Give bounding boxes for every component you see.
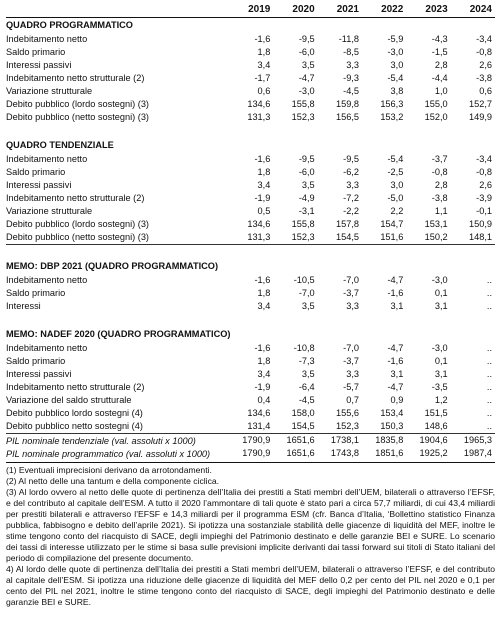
table-cell: -5,4 (387, 154, 404, 164)
table-cell: -1,6 (387, 288, 404, 298)
table-cell: -8,5 (343, 47, 359, 57)
table-cell: .. (486, 382, 492, 392)
table-cell: 0,9 (390, 395, 404, 405)
table-row (6, 98, 495, 111)
table-cell: 3,8 (390, 86, 404, 96)
table-cell: -2,5 (387, 167, 404, 177)
table-row (6, 192, 495, 205)
table-row (6, 218, 495, 231)
table-cell: -3,8 (476, 73, 492, 83)
table-cell: .. (486, 356, 492, 366)
table-row (6, 166, 495, 179)
table-row (6, 231, 495, 245)
table-row (6, 420, 495, 434)
table-cell: 149,9 (469, 112, 492, 122)
table-row (6, 85, 495, 98)
table-cell: -10,8 (293, 343, 315, 353)
row-label: Indebitamento netto strutturale (2) (6, 73, 145, 83)
table-cell: 0,7 (346, 395, 359, 405)
table-cell: 1,8 (257, 167, 271, 177)
table-cell: 3,3 (346, 301, 359, 311)
table-cell: 3,1 (390, 369, 404, 379)
table-cell: 2,6 (479, 60, 492, 70)
table-cell: 0,6 (479, 86, 492, 96)
table-cell: 150,9 (469, 219, 492, 229)
table-cell: -1,6 (254, 343, 271, 353)
table-cell: -11,8 (338, 34, 359, 44)
table-cell: -1,5 (431, 47, 448, 57)
table-cell: 155,0 (424, 99, 448, 109)
table-cell: 3,4 (257, 60, 271, 70)
footnote: (3) Al lordo ovvero al netto delle quote di pertinenza dell’Italia dei prestiti a Stati membri dell’UEM, bilaterali o attraverso l’EFSF, e del contributo al capitale dell’ESM. A tutto il 2020 l’ammontare di tali quote è stato pari a circa 57,7 miliardi, di cui 43,4 miliardi per prestiti bilaterali e attraverso l’EFSF e 14,3 miliardi per il programma ESM (cfr. Banca d’Italia, ‘Bollettino statistico Finanza pubblica, fabbisogno e debito dell’aprile 2021). Si ipotizza una sostanziale stabilità delle giacenze di liquidità del MEF, inoltre le stime tengono conto del riacquisto di SACE, degli impieghi del Patrimonio destinato e delle garanzie BEI e SURE. Lo scenario dei tassi di interesse utilizzato per le stime si basa sulle previsioni implicite derivanti dai tassi forward sui titoli di Stato italiani del periodo di compilazione del presente documento. (6, 487, 495, 563)
table-row (6, 72, 495, 85)
table-cell: -9,5 (298, 154, 315, 164)
table-cell: -4,7 (387, 382, 404, 392)
table-cell: 0,5 (257, 206, 271, 216)
year-header: 2020 (273, 2, 317, 18)
table-cell: 3,5 (301, 180, 315, 190)
spacer (6, 313, 495, 327)
section-header-row (6, 138, 495, 153)
table-cell: -7,2 (343, 193, 359, 203)
row-label: Indebitamento netto (6, 343, 88, 353)
row-label: Interessi passivi (6, 369, 72, 379)
table-row (6, 287, 495, 300)
table-cell: 3,3 (346, 60, 359, 70)
table-cell: -7,0 (343, 275, 359, 285)
table-cell: -4,9 (298, 193, 315, 203)
table-cell: 1790,9 (242, 435, 271, 445)
table-row (6, 394, 495, 407)
table-cell: .. (486, 369, 492, 379)
table-cell: -9,5 (343, 154, 359, 164)
table-cell: 2,8 (434, 60, 448, 70)
table-cell: -10,5 (293, 275, 315, 285)
table-row (6, 407, 495, 420)
table-cell: 150,2 (406, 231, 450, 245)
table-cell: -3,8 (431, 193, 448, 203)
table-cell: -5,7 (343, 382, 359, 392)
table-cell: 1851,6 (362, 447, 406, 463)
table-cell: 134,6 (247, 99, 271, 109)
row-label: Interessi passivi (6, 180, 72, 190)
table-cell: -6,0 (298, 47, 315, 57)
table-cell: -0,8 (476, 47, 492, 57)
row-label: Variazione strutturale (6, 86, 93, 96)
row-label: Debito pubblico netto sostegni (4) (6, 420, 229, 434)
table-row (6, 274, 495, 287)
table-cell: .. (486, 275, 492, 285)
table-cell: 1987,4 (451, 447, 495, 463)
table-cell: -6,0 (298, 167, 315, 177)
table-cell: -3,7 (343, 288, 359, 298)
table-cell: 134,6 (247, 408, 271, 418)
table-cell: 156,3 (380, 99, 404, 109)
table-cell: 157,8 (335, 219, 359, 229)
row-label: Variazione del saldo strutturale (6, 395, 132, 405)
table-cell: -7,3 (298, 356, 315, 366)
footnotes (6, 465, 495, 608)
table-cell: -7,0 (298, 288, 315, 298)
section-header-row (6, 18, 495, 34)
table-cell: -2,2 (343, 206, 359, 216)
table-cell: 153,4 (380, 408, 404, 418)
table-cell: 3,3 (346, 180, 359, 190)
row-label: Indebitamento netto (6, 34, 88, 44)
table-cell: -4,5 (343, 86, 359, 96)
table-cell: -3,9 (476, 193, 492, 203)
table-cell: 151,5 (424, 408, 448, 418)
table-header-row (6, 2, 495, 18)
table-cell: 3,5 (301, 369, 315, 379)
row-label: Variazione strutturale (6, 206, 93, 216)
table-cell: 1,8 (257, 47, 271, 57)
table-row (6, 59, 495, 72)
table-cell: 154,5 (318, 231, 362, 245)
table-cell: -4,3 (431, 34, 448, 44)
table-cell: 3,5 (301, 301, 315, 311)
row-label: PIL nominale programmatico (val. assoluti x 1000) (6, 447, 229, 463)
section-title: MEMO: DBP 2021 (QUADRO PROGRAMMATICO) (6, 261, 219, 271)
table-cell: 1743,8 (318, 447, 362, 463)
table-cell: -4,7 (387, 343, 404, 353)
table-cell: 153,1 (424, 219, 448, 229)
table-row (6, 368, 495, 381)
table-cell: 152,0 (424, 112, 448, 122)
table-cell: 1,1 (434, 206, 448, 216)
table-cell: 152,3 (273, 231, 317, 245)
table-row (6, 153, 495, 166)
table-cell: 1925,2 (406, 447, 450, 463)
spacer (6, 124, 495, 138)
table-cell: -4,7 (298, 73, 315, 83)
table-cell: 155,8 (291, 219, 315, 229)
table-cell: 155,6 (335, 408, 359, 418)
footnote: (1) Eventuali imprecisioni derivano da arrotondamenti. (6, 465, 212, 475)
spacer-row (6, 313, 495, 327)
table-cell: -3,7 (431, 154, 448, 164)
year-header: 2021 (318, 2, 362, 18)
row-label: Saldo primario (6, 167, 66, 177)
table-cell: 1651,6 (286, 435, 315, 445)
table-cell: -1,9 (254, 382, 271, 392)
table-cell: 155,8 (291, 99, 315, 109)
table-cell: 131,4 (229, 420, 273, 434)
table-cell: 1,0 (434, 86, 448, 96)
table-cell: -6,4 (298, 382, 315, 392)
table-cell: 152,7 (469, 99, 492, 109)
row-label: Indebitamento netto strutturale (2) (6, 193, 145, 203)
table-cell: -5,0 (387, 193, 404, 203)
table-cell: 2,6 (479, 180, 492, 190)
table-cell: -4,7 (387, 275, 404, 285)
table-cell: 2,2 (390, 206, 404, 216)
table-cell: 3,0 (390, 60, 404, 70)
table-cell: .. (486, 343, 492, 353)
table-cell: -5,4 (387, 73, 404, 83)
table-cell: 131,3 (229, 231, 273, 245)
row-label: Interessi (6, 301, 41, 311)
table-cell: -0,1 (476, 206, 492, 216)
table-cell: -6,2 (343, 167, 359, 177)
table-cell: 1651,6 (273, 447, 317, 463)
table-row (6, 355, 495, 368)
table-cell: -4,4 (431, 73, 448, 83)
table-cell: 1738,1 (330, 435, 359, 445)
table-cell: -9,3 (343, 73, 359, 83)
row-label: Saldo primario (6, 356, 66, 366)
table-cell: -4,5 (298, 395, 315, 405)
table-cell: 150,3 (362, 420, 406, 434)
table-cell: 3,4 (257, 301, 271, 311)
row-label: Indebitamento netto strutturale (2) (6, 382, 145, 392)
section-header-row (6, 327, 495, 342)
table-cell: 1,8 (257, 356, 271, 366)
table-cell: -3,4 (476, 154, 492, 164)
footnote: 4) Al lordo delle quote di pertinenza dell’Italia dei prestiti a Stati membri dell’UEM, bilaterali o attraverso l’EFSF, e del contributo al capitale dell’ESM. Si ipotizza una riduzione delle giacenze di liquidità del MEF dello 0,2 per cento del PIL nel 2020 e 0,1 per cento del PIL nel 2021, inoltre le stime tengono conto del riacquisto di SACE, degli impieghi del Patrimonio destinato e delle garanzie BEI e SURE. (6, 564, 495, 607)
table-cell: 152,3 (291, 112, 315, 122)
table-cell: .. (486, 288, 492, 298)
table-cell: -3,0 (298, 86, 315, 96)
row-label: Debito pubblico (lordo sostegni) (3) (6, 219, 149, 229)
table-cell: 1835,8 (375, 435, 404, 445)
section-title: QUADRO TENDENZIALE (6, 140, 114, 150)
year-header: 2023 (406, 2, 450, 18)
table-cell: 3,4 (257, 369, 271, 379)
row-label: Debito pubblico (lordo sostegni) (3) (6, 99, 149, 109)
row-label: Saldo primario (6, 288, 66, 298)
table-cell: .. (486, 408, 492, 418)
table-cell: -3,1 (298, 206, 315, 216)
public-finance-table (6, 2, 495, 463)
year-header: 2022 (362, 2, 406, 18)
table-cell: 1790,9 (229, 447, 273, 463)
table-cell: 2,8 (434, 180, 448, 190)
table-row (6, 179, 495, 192)
row-label: Saldo primario (6, 47, 66, 57)
table-cell: 3,4 (257, 180, 271, 190)
table-cell: -3,4 (476, 34, 492, 44)
row-label: PIL nominale tendenziale (val. assoluti x 1000) (6, 436, 196, 446)
table-row (6, 434, 495, 448)
table-cell: -3,5 (431, 382, 448, 392)
table-cell: -1,6 (254, 154, 271, 164)
table-row (6, 342, 495, 355)
table-cell: 154,5 (273, 420, 317, 434)
row-label: Indebitamento netto (6, 275, 88, 285)
spacer-row (6, 245, 495, 260)
table-cell: -0,8 (476, 167, 492, 177)
table-row (6, 46, 495, 59)
table-cell: -1,6 (254, 275, 271, 285)
table-cell: 1965,3 (463, 435, 492, 445)
table-cell: 158,0 (291, 408, 315, 418)
row-label: Debito pubblico (netto sostegni) (3) (6, 112, 149, 122)
table-cell: .. (451, 420, 495, 434)
table-row (6, 381, 495, 394)
table-cell: .. (486, 395, 492, 405)
year-header: 2019 (229, 2, 273, 18)
table-cell: -5,9 (387, 34, 404, 44)
table-cell: 153,2 (380, 112, 404, 122)
table-cell: -1,9 (254, 193, 271, 203)
table-cell: -3,7 (343, 356, 359, 366)
table-cell: -1,6 (387, 356, 404, 366)
table-cell: 3,0 (390, 180, 404, 190)
table-cell: -3,0 (431, 343, 448, 353)
table-cell: 148,1 (451, 231, 495, 245)
table-cell: 0,6 (257, 86, 271, 96)
table-cell: 131,3 (247, 112, 271, 122)
table-cell: .. (486, 301, 492, 311)
table-cell: 0,1 (434, 288, 448, 298)
table-cell: 159,8 (335, 99, 359, 109)
table-cell: -1,7 (254, 73, 271, 83)
section-title: MEMO: NADEF 2020 (QUADRO PROGRAMMATICO) (6, 329, 231, 339)
year-header: 2024 (451, 2, 495, 18)
table-cell: 3,1 (390, 301, 404, 311)
table-cell: -0,8 (431, 167, 448, 177)
table-cell: 0,4 (257, 395, 271, 405)
table-cell: 148,6 (406, 420, 450, 434)
table-cell: 154,7 (380, 219, 404, 229)
row-label: Debito pubblico lordo sostegni (4) (6, 408, 143, 418)
header-blank (6, 2, 229, 18)
table-cell: 3,3 (346, 369, 359, 379)
table-row (6, 111, 495, 124)
table-cell: 134,6 (247, 219, 271, 229)
spacer-row (6, 124, 495, 138)
table-cell: 1,8 (257, 288, 271, 298)
table-row (6, 300, 495, 313)
table-cell: -3,0 (387, 47, 404, 57)
section-header-row (6, 259, 495, 274)
footnote: (2) Al netto delle una tantum e della componente ciclica. (6, 476, 220, 486)
table-cell: 156,5 (335, 112, 359, 122)
table-cell: -7,0 (343, 343, 359, 353)
table-cell: 3,1 (434, 301, 448, 311)
section-title: QUADRO PROGRAMMATICO (6, 20, 133, 30)
spacer (6, 245, 495, 260)
table-row (6, 205, 495, 218)
table-cell: 0,1 (434, 356, 448, 366)
row-label: Indebitamento netto (6, 154, 88, 164)
table-row (6, 33, 495, 46)
table-cell: -9,5 (298, 34, 315, 44)
row-label: Debito pubblico (netto sostegni) (3) (6, 231, 229, 245)
table-cell: 1,2 (434, 395, 448, 405)
table-cell: -1,6 (254, 34, 271, 44)
table-row (6, 447, 495, 463)
table-cell: 3,5 (301, 60, 315, 70)
table-cell: 152,3 (318, 420, 362, 434)
table-cell: 151,6 (362, 231, 406, 245)
row-label: Interessi passivi (6, 60, 72, 70)
table-cell: -3,0 (431, 275, 448, 285)
table-cell: 3,1 (434, 369, 448, 379)
table-cell: 1904,6 (419, 435, 448, 445)
